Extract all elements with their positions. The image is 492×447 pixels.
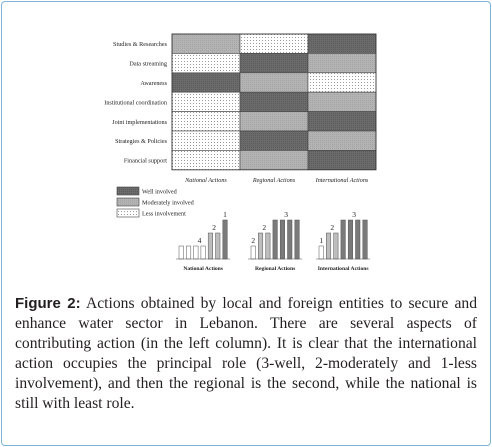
bar-mark-2-2: 3	[352, 210, 356, 219]
column-label-2: International Actions	[315, 177, 369, 184]
column-label-0: National Actions	[185, 177, 227, 184]
bar-mark-1-2: 3	[284, 210, 288, 219]
bar-1-3	[273, 220, 278, 259]
bar-2-5	[356, 220, 361, 259]
cell-1-0	[172, 53, 240, 72]
bar-mark-0-2: 1	[223, 210, 227, 219]
cell-5-2	[308, 131, 376, 150]
cell-3-2	[308, 92, 376, 111]
bar-mark-2-0: 1	[319, 236, 324, 245]
bar-mark-2-1: 2	[330, 223, 335, 232]
cell-5-0	[172, 131, 240, 150]
legend-label-0: Well involved	[142, 188, 177, 196]
bar-0-3	[201, 246, 206, 259]
cell-3-0	[172, 92, 240, 111]
bar-0-4	[208, 233, 213, 259]
bar-1-4	[280, 220, 285, 259]
group-label-1: Regional Actions	[255, 266, 296, 272]
cell-6-0	[172, 150, 240, 169]
bar-0-0	[179, 246, 184, 259]
bar-0-1	[186, 246, 191, 259]
bar-mark-0-0: 4	[197, 236, 202, 245]
bar-0-6	[223, 220, 228, 259]
cell-5-1	[240, 131, 308, 150]
cell-0-0	[172, 34, 240, 53]
legend-label-1: Moderately involved	[142, 199, 194, 207]
cell-6-2	[308, 150, 376, 169]
column-label-1: Regional Actions	[252, 177, 296, 184]
cell-6-1	[240, 150, 308, 169]
cell-3-1	[240, 92, 308, 111]
row-label-2: Awareness	[140, 80, 167, 87]
legend-swatch-2	[117, 209, 139, 217]
bar-mark-0-1: 2	[212, 223, 216, 232]
group-label-2: International Actions	[317, 266, 369, 272]
bar-1-1	[258, 233, 263, 259]
bar-0-2	[194, 246, 199, 259]
cell-2-2	[308, 73, 376, 92]
bar-2-3	[341, 220, 346, 259]
bar-2-6	[363, 220, 368, 259]
row-label-5: Strategies & Policies	[115, 138, 167, 146]
bar-2-4	[348, 220, 353, 259]
bar-2-2	[334, 233, 339, 259]
figure-caption	[15, 294, 477, 414]
cell-0-1	[240, 34, 308, 53]
bar-1-2	[266, 233, 271, 259]
cell-2-0	[172, 73, 240, 92]
bar-2-0	[319, 246, 324, 259]
row-label-1: Data streaming	[129, 60, 167, 68]
legend-swatch-0	[117, 187, 139, 195]
bar-mark-1-1: 2	[262, 223, 267, 232]
row-label-4: Joint implementations	[112, 118, 167, 126]
caption-text: Actions obtained by local and foreign entities to secure and enhance water sector in Lebanon. There are several aspects of contributing action (in the left column). It is clear that the international action occupies the principal role (3-well, 2-moderately and 1-less involvement), and then the regional is the second, while the national is still with least role.	[15, 295, 477, 412]
group-label-0: National Actions	[183, 266, 223, 272]
cell-0-2	[308, 34, 376, 53]
bar-1-0	[251, 246, 256, 259]
cell-4-2	[308, 112, 376, 131]
cell-1-2	[308, 53, 376, 72]
bar-0-5	[216, 233, 221, 259]
bar-1-6	[295, 220, 300, 259]
cell-2-1	[240, 73, 308, 92]
bar-1-5	[288, 220, 293, 259]
bar-mark-1-0: 2	[251, 236, 256, 245]
cell-1-1	[240, 53, 308, 72]
caption-label: Figure 2:	[15, 295, 81, 312]
row-label-3: Institutional coordination	[104, 99, 167, 107]
legend-label-2: Less involvement	[142, 210, 186, 218]
legend-swatch-1	[117, 198, 139, 206]
cell-4-1	[240, 112, 308, 131]
row-label-0: Studies & Researches	[113, 41, 167, 49]
cell-4-0	[172, 112, 240, 131]
row-label-6: Financial support	[123, 157, 167, 165]
bar-2-1	[326, 233, 331, 259]
